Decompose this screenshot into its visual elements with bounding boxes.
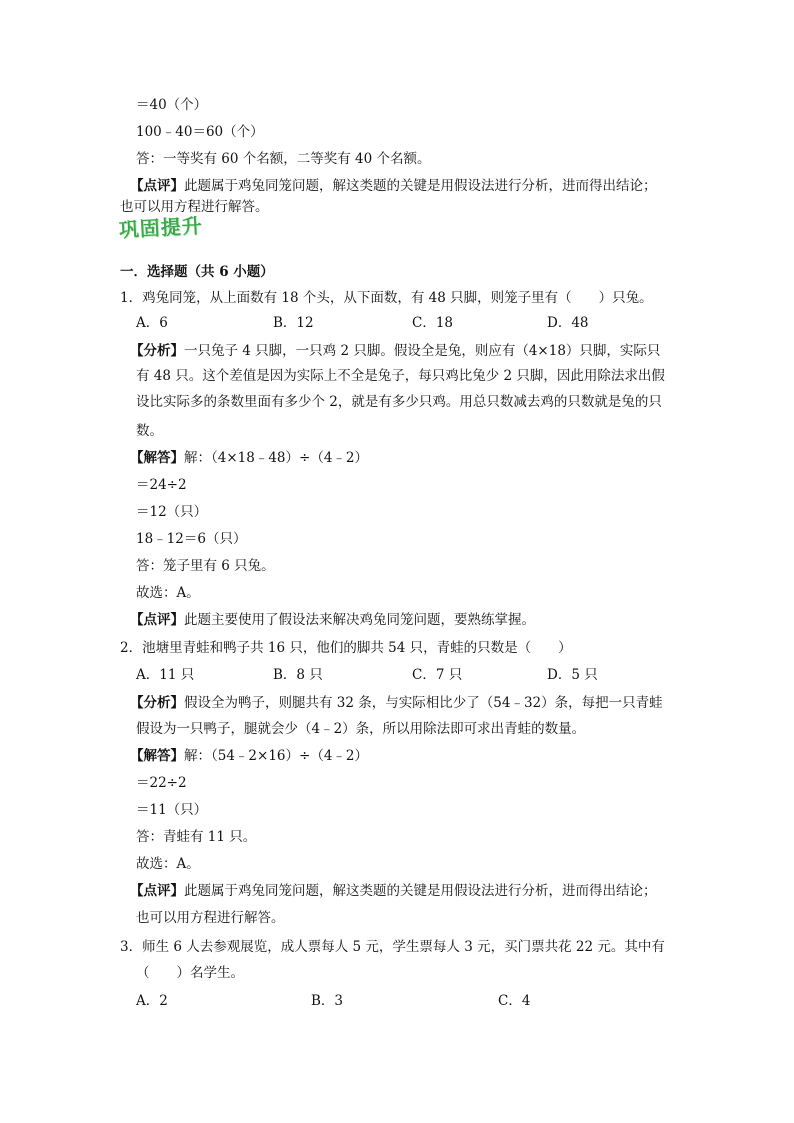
calc-line: 100﹣40＝60（个） [136,124,264,140]
q2-option-d: D．5 只 [547,667,598,683]
q1-analysis-line: 有 48 只。这个差值是因为实际上不全是兔子，每只鸡比兔少 2 只脚，因此用除法求出假 [136,368,665,384]
q1-option-d: D．48 [547,315,589,331]
review-tag: 【点评】 [130,178,184,194]
question-3-stem: （ ）名学生。 [136,965,244,981]
analysis-text: 一只兔子 4 只脚，一只鸡 2 只脚。假设全是兔，则应有（4×18）只脚，实际只 [184,343,661,359]
answer-tag: 【解答】 [130,748,184,764]
q1-analysis-line [130,341,660,361]
review-line: 也可以用方程进行解答。 [120,199,269,215]
q1-answer-line: 答：笼子里有 6 只兔。 [136,558,275,574]
q3-option-c: C．4 [498,993,531,1009]
review-text: 此题属于鸡兔同笼问题，解这类题的关键是用假设法进行分析，进而得出结论； [184,178,657,194]
calc-line: ＝40（个） [136,97,208,113]
q2-option-b: B．8 只 [273,667,323,683]
q1-choice-line: 故选：A。 [136,585,200,601]
answer-line: 答：一等奖有 60 个名额，二等奖有 40 个名额。 [136,151,431,167]
q2-review-line: 也可以用方程进行解答。 [136,910,285,926]
answer-tag: 【解答】 [130,450,184,466]
q1-analysis-line: 设比实际多的条数里面有多少个 2，就是有多少只鸡。用总只数减去鸡的只数就是兔的只 [136,394,662,410]
review-tag: 【点评】 [130,612,184,628]
section-banner: 巩固提升 [118,213,204,242]
question-3-stem: 3．师生 6 人去参观展览，成人票每人 5 元，学生票每人 3 元，买门票共花 22 元。其中有 [120,939,665,955]
q2-answer-line: ＝22÷2 [136,775,187,791]
review-text: 此题主要使用了假设法来解决鸡兔同笼问题，要熟练掌握。 [184,612,535,628]
q2-answer-line: 答：青蛙有 11 只。 [136,829,257,845]
q2-option-a: A．11 只 [136,667,195,683]
q1-analysis-line: 数。 [136,423,163,439]
answer-text: 解：（54﹣2×16）÷（4﹣2） [184,748,368,764]
q2-answer-line: ＝11（只） [136,802,208,818]
q1-review-line [130,610,535,630]
analysis-text: 假设全为鸭子，则腿共有 32 条，与实际相比少了（54﹣32）条，每把一只青蛙 [184,695,663,711]
answer-text: 解：（4×18﹣48）÷（4﹣2） [184,450,368,466]
analysis-tag: 【分析】 [130,343,184,359]
question-2-stem: 2．池塘里青蛙和鸭子共 16 只，他们的脚共 54 只，青蛙的只数是（ ） [120,640,572,656]
q1-option-a: A．6 [136,315,168,331]
q2-choice-line: 故选：A。 [136,856,200,872]
q1-answer-line: ＝24÷2 [136,477,187,493]
q1-answer-line: 18﹣12＝6（只） [136,531,247,547]
q1-answer-line [130,448,368,468]
question-1-stem: 1．鸡兔同笼，从上面数有 18 个头，从下面数，有 48 只脚，则笼子里有（ ）只兔。 [120,290,653,306]
q3-option-b: B．3 [311,993,344,1009]
section-heading: 一．选择题（共 6 小题） [120,264,274,280]
q3-option-a: A．2 [136,993,168,1009]
q2-analysis-line: 假设为一只鸭子，腿就会少（4﹣2）条，所以用除法即可求出青蛙的数量。 [136,721,586,737]
review-line [130,176,657,196]
q1-option-c: C．18 [412,315,454,331]
q2-option-c: C．7 只 [412,667,463,683]
analysis-tag: 【分析】 [130,695,184,711]
q1-option-b: B．12 [273,315,314,331]
review-tag: 【点评】 [130,883,184,899]
review-text: 此题属于鸡兔同笼问题，解这类题的关键是用假设法进行分析，进而得出结论； [184,883,657,899]
q2-answer-line [130,746,368,766]
q2-review-line [130,881,657,901]
q2-analysis-line [130,693,663,713]
q1-answer-line: ＝12（只） [136,504,208,520]
